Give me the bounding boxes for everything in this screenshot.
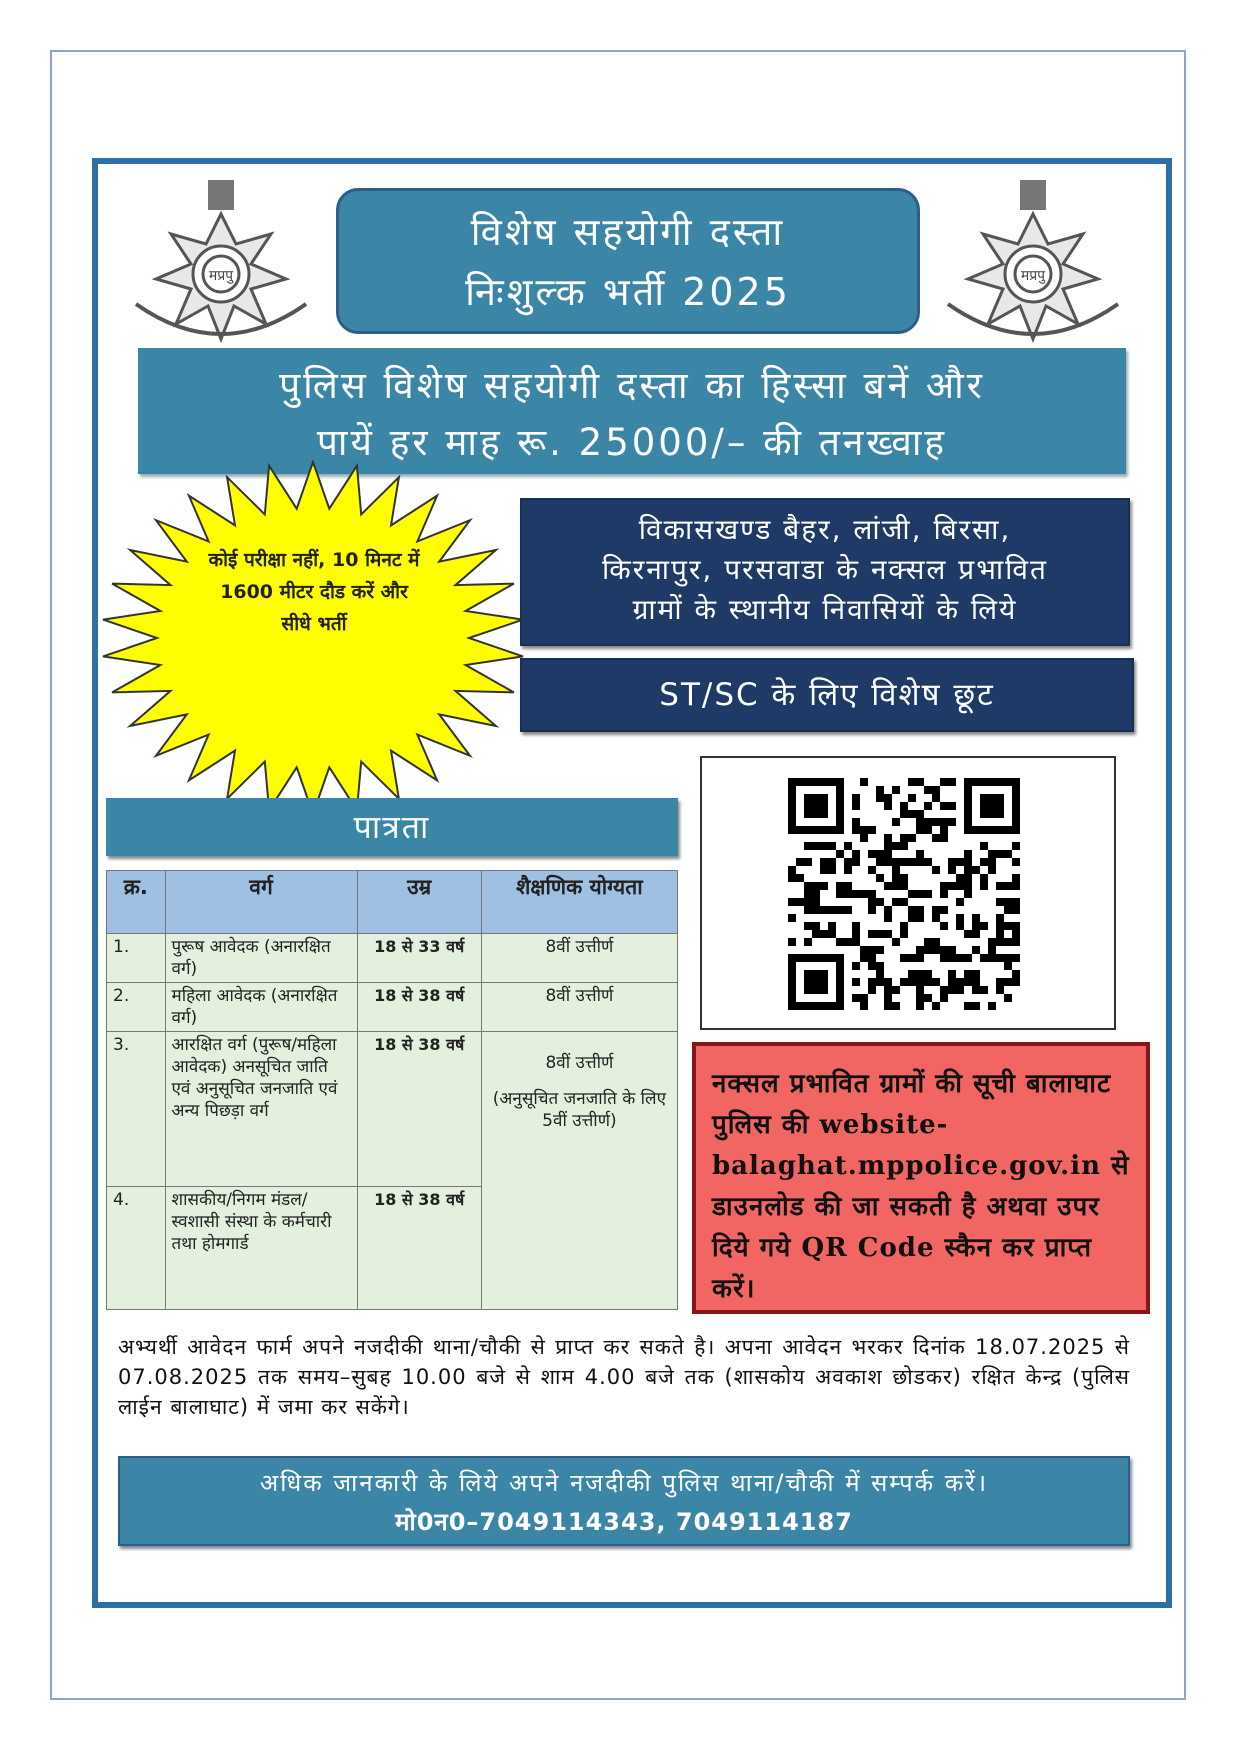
row-category: आरक्षित वर्ग (पुरूष/महिला आवेदक) अनसूचित जाति एवं अनुसूचित जनजाति एवं अन्य पिछड़ा वर्ग bbox=[165, 1032, 357, 1187]
table-header-row bbox=[107, 871, 678, 934]
table-row bbox=[107, 983, 678, 1032]
row-number: 4. bbox=[107, 1187, 166, 1310]
column-header: वर्ग bbox=[165, 871, 357, 934]
column-header: शैक्षणिक योग्यता bbox=[481, 871, 677, 934]
row-age: 18 से 38 वर्ष bbox=[357, 983, 481, 1032]
qr-code-icon bbox=[788, 778, 1020, 1010]
application-instructions: अभ्यर्थी आवेदन फार्म अपने नजदीकी थाना/चौकी से प्राप्त कर सकते है। अपना आवेदन भरकर दिनांक 18.07.2025 से 07.08.2025 तक समय–सुबह 10.00 बजे से शाम 4.00 बजे तक (शासकोय अवकाश छोडकर) रक्षित केन्द्र (पुलिस लाईन बालाघाट) में जमा कर सकेंगे। bbox=[118, 1335, 1130, 1419]
svg-text:मप्रपु: मप्रपु bbox=[208, 268, 234, 284]
row-category: पुरूष आवेदक (अनारक्षित वर्ग) bbox=[165, 934, 357, 983]
st-sc-concession-box: ST/SC के लिए विशेष छूट bbox=[520, 658, 1134, 732]
row-education bbox=[481, 1032, 677, 1310]
starburst-text: कोई परीक्षा नहीं, 10 मिनट में 1600 मीटर दौड करें और सीधे भर्ती bbox=[208, 549, 420, 635]
row-number: 3. bbox=[107, 1032, 166, 1187]
target-blocks-box bbox=[520, 498, 1130, 646]
title-box bbox=[336, 188, 920, 334]
eligibility-heading: पात्रता bbox=[106, 798, 678, 856]
row-age: 18 से 38 वर्ष bbox=[357, 1032, 481, 1187]
qr-code-box bbox=[700, 756, 1116, 1030]
mp-police-emblem-icon bbox=[938, 174, 1128, 349]
row-education: 8वीं उत्तीर्ण bbox=[481, 934, 677, 983]
row-category: महिला आवेदक (अनारक्षित वर्ग) bbox=[165, 983, 357, 1032]
education-note: (अनुसूचित जनजाति के लिए 5वीं उत्तीर्ण) bbox=[492, 1089, 666, 1131]
svg-text:मप्रपु: मप्रपु bbox=[1020, 268, 1046, 284]
title-line-2: निःशुल्क भर्ती 2025 bbox=[465, 270, 791, 314]
education-value: 8वीं उत्तीर्ण bbox=[545, 1053, 614, 1073]
row-education: 8वीं उत्तीर्ण bbox=[481, 983, 677, 1032]
banner-line-2: पायें हर माह रू. 25000/– की तनख्वाह bbox=[316, 421, 948, 464]
blocks-line-1: विकासखण्ड बैहर, लांजी, बिरसा, bbox=[638, 513, 1012, 546]
row-category: शासकीय/निगम मंडल/ स्वशासी संस्था के कर्मचारी तथा होमगार्ड bbox=[165, 1187, 357, 1310]
row-age: 18 से 38 वर्ष bbox=[357, 1187, 481, 1310]
salary-banner bbox=[138, 348, 1126, 474]
banner-line-1: पुलिस विशेष सहयोगी दस्ता का हिस्सा बनें और bbox=[279, 364, 985, 407]
eligibility-table bbox=[106, 870, 678, 1310]
mp-police-emblem-icon bbox=[126, 174, 316, 349]
column-header: क्र. bbox=[107, 871, 166, 934]
title-line-1: विशेष सहयोगी दस्ता bbox=[470, 210, 786, 254]
blocks-line-3: ग्रामों के स्थानीय निवासियों के लिये bbox=[632, 593, 1018, 626]
contact-banner bbox=[118, 1456, 1130, 1546]
blocks-line-2: किरनापुर, परसवाडा के नक्सल प्रभावित bbox=[602, 553, 1048, 586]
table-row bbox=[107, 1032, 678, 1187]
village-list-notice: नक्सल प्रभावित ग्रामों की सूची बालाघाट पुलिस की website-balaghat.mppolice.gov.in से डाउनलोड की जा सकती है अथवा उपर दिये गये QR Code स्कैन कर प्राप्त करें। bbox=[692, 1042, 1150, 1314]
recruitment-poster bbox=[92, 158, 1172, 1608]
row-age: 18 से 33 वर्ष bbox=[357, 934, 481, 983]
column-header: उम्र bbox=[357, 871, 481, 934]
table-row bbox=[107, 934, 678, 983]
contact-phone-numbers: मो0न0–7049114343, 7049114187 bbox=[395, 1508, 853, 1536]
row-number: 2. bbox=[107, 983, 166, 1032]
contact-line-1: अधिक जानकारी के लिये अपने नजदीकी पुलिस थाना/चौकी में सम्पर्क करें। bbox=[259, 1469, 989, 1497]
row-number: 1. bbox=[107, 934, 166, 983]
